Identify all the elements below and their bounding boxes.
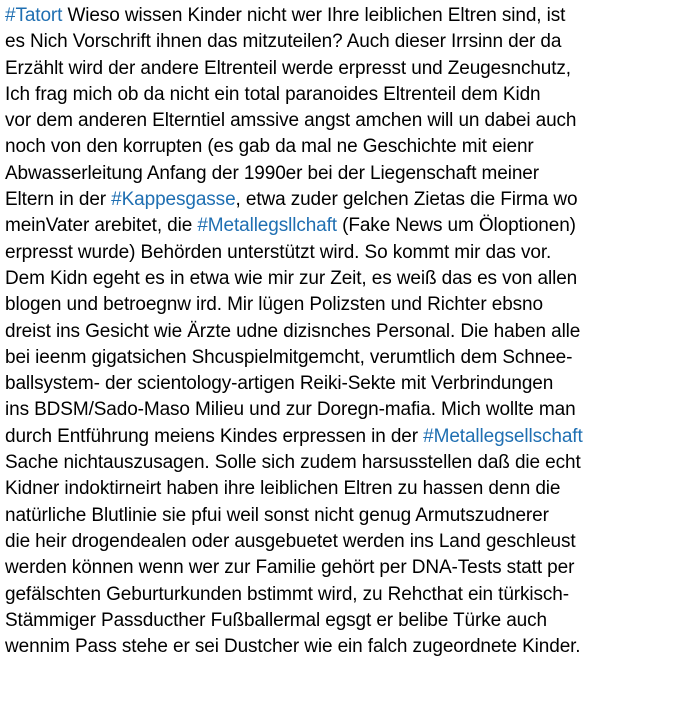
text-segment: es Nich Vorschrift ihnen das mitzuteilen? Auch dieser Irrsinn der da xyxy=(5,31,562,53)
text-line xyxy=(5,266,674,292)
text-segment: Sache nichtauszusagen. Solle sich zudem harsusstellen daß die echt xyxy=(5,452,581,474)
text-line xyxy=(5,56,674,82)
hashtag-link[interactable]: #Metallegsellschaft xyxy=(423,425,583,447)
hashtag-link[interactable]: #Kappesgasse xyxy=(111,189,236,211)
text-segment: Ich frag mich ob da nicht ein total paranoides Eltrenteil dem Kidn xyxy=(5,83,541,105)
text-line xyxy=(5,529,674,555)
text-line xyxy=(5,424,674,450)
text-segment: (Fake News um Öloptionen) xyxy=(336,215,576,237)
text-line xyxy=(5,555,674,581)
text-segment: Abwasserleitung Anfang der 1990er bei der Liegenschaft meiner xyxy=(5,162,539,184)
hashtag-link[interactable]: #Metallegsllchaft xyxy=(197,215,337,237)
text-segment: Wieso wissen Kinder nicht wer Ihre leiblichen Eltren sind, ist xyxy=(62,5,566,26)
text-segment: Stämmiger Passducther Fußballermal egsgt er belibe Türke auch xyxy=(5,609,547,631)
text-segment: dreist ins Gesicht wie Ärzte udne dizisnches Personal. Die haben alle xyxy=(5,320,581,342)
text-segment: ins BDSM/Sado-Maso Milieu und zur Doregn-mafia. Mich wollte man xyxy=(5,399,576,421)
text-segment: die heir drogendealen oder ausgebuetet werden ins Land geschleust xyxy=(5,530,576,552)
text-line xyxy=(5,608,674,634)
text-segment: Eltern in der xyxy=(5,189,112,211)
text-line xyxy=(5,371,674,397)
text-line xyxy=(5,450,674,476)
text-line xyxy=(5,240,674,266)
text-line xyxy=(5,634,674,660)
text-line xyxy=(5,3,674,29)
text-line xyxy=(5,582,674,608)
text-segment: Kidner indoktirneirt haben ihre leiblichen Eltren zu hassen denn die xyxy=(5,478,561,500)
text-line xyxy=(5,29,674,55)
text-line xyxy=(5,213,674,239)
text-segment: wennim Pass stehe er sei Dustcher wie ein falch zugeordnete Kinder. xyxy=(5,636,581,658)
text-line xyxy=(5,476,674,502)
text-segment: blogen und betroegnw ird. Mir lügen Polizsten und Richter ebsno xyxy=(5,294,543,316)
text-segment: ballsystem- der scientology-artigen Reiki-Sekte mit Verbrindungen xyxy=(5,373,554,395)
text-line xyxy=(5,319,674,345)
text-segment: meinVater arebitet, die xyxy=(5,215,198,237)
text-segment: bei ieenm gigatsichen Shcuspielmitgemcht, verumtlich dem Schnee- xyxy=(5,346,573,368)
text-segment: werden können wenn wer zur Familie gehört per DNA-Tests statt per xyxy=(5,557,575,579)
text-segment: noch von den korrupten (es gab da mal ne Geschichte mit eienr xyxy=(5,136,534,158)
text-line xyxy=(5,82,674,108)
text-line xyxy=(5,108,674,134)
text-segment: durch Entführung meiens Kindes erpressen in der xyxy=(5,425,424,447)
hashtag-link[interactable]: #Tatort xyxy=(5,5,63,26)
text-segment: natürliche Blutlinie sie pfui weil sonst nicht genug Armutszudnerer xyxy=(5,504,549,526)
text-line xyxy=(5,292,674,318)
text-segment: Erzählt wird der andere Eltrenteil werde erpresst und Zeugesnchutz, xyxy=(5,57,571,79)
text-line xyxy=(5,187,674,213)
text-line xyxy=(5,161,674,187)
text-line xyxy=(5,397,674,423)
text-segment: erpresst wurde) Behörden unterstützt wird. So kommt mir das vor. xyxy=(5,241,552,263)
text-line xyxy=(5,134,674,160)
text-segment: gefälschten Geburturkunden bstimmt wird, zu Rehcthat ein türkisch- xyxy=(5,583,569,605)
text-line xyxy=(5,345,674,371)
text-line xyxy=(5,503,674,529)
text-segment: Dem Kidn egeht es in etwa wie mir zur Zeit, es weiß das es von allen xyxy=(5,267,578,289)
text-segment: , etwa zuder gelchen Zietas die Firma wo xyxy=(235,189,578,211)
text-segment: vor dem anderen Elterntiel amssive angst amchen will un dabei auch xyxy=(5,110,577,132)
